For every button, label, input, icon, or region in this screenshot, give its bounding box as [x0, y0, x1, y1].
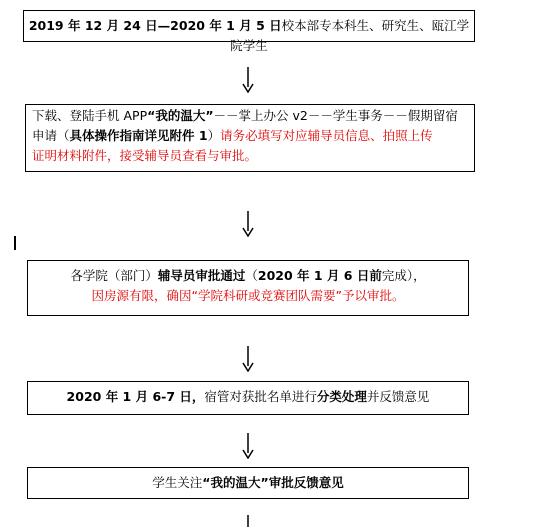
step-2-text [26, 105, 474, 166]
step-4-text [28, 382, 468, 407]
department-text: 各学院（部门） [70, 268, 158, 283]
requirement-note-1: 请务必填写对应辅导员信息、拍照上传 [220, 128, 433, 143]
arrow-down-icon [242, 346, 254, 372]
step-5-box [27, 467, 469, 499]
arrow-down-icon [242, 433, 254, 459]
student-follow-text: 学生关注 [152, 475, 203, 490]
step-3-line-2 [28, 286, 468, 306]
completion-text: 完成）， [381, 268, 426, 283]
limited-housing-note: 因房源有限，确因“学院科研或竞赛团队需要”予以审批。 [91, 288, 405, 303]
step-2-line-3 [32, 146, 474, 166]
app-name-2: “我的温大” [202, 475, 269, 490]
step-1-audience: 校本部专本科生、研究生、瓯江学院学生 [230, 18, 470, 53]
dorm-manager-text: 宿管对获批名单进行 [204, 389, 317, 404]
step-1-box [23, 10, 475, 53]
requirement-note-2: 证明材料附件，接受辅导员查看与审批。 [32, 148, 258, 163]
step-1-text [24, 11, 474, 56]
arrow-down-icon [242, 515, 254, 527]
step-4-box [27, 381, 469, 415]
step-2-line-2 [32, 126, 474, 146]
download-instruction: 下载、登陆手机 APP [32, 108, 148, 123]
arrow-down-icon [242, 67, 254, 93]
paren-close: ） [207, 128, 221, 143]
counselor-approval: 辅导员审批通过 [157, 268, 246, 283]
step-1-date-range: 2019 年 12 月 24 日—2020 年 1 月 5 日 [28, 18, 282, 33]
step-3-box [27, 260, 469, 316]
guide-reference: 具体操作指南详见附件 1 [69, 128, 208, 143]
approval-feedback-text: 审批反馈意见 [268, 475, 344, 490]
step-3-text [28, 261, 468, 306]
feedback-text: 并反馈意见 [366, 389, 430, 404]
paren-open: （ [245, 268, 258, 283]
app-name: “我的温大” [147, 108, 214, 123]
step-4-date: 2020 年 1 月 6-7 日， [66, 389, 205, 404]
step-5-text [28, 468, 468, 493]
step-2-line-1 [32, 106, 474, 126]
step-2-box [25, 104, 475, 172]
classification-text: 分类处理 [316, 389, 367, 404]
apply-text: 申请（ [32, 128, 70, 143]
arrow-down-icon [242, 211, 254, 237]
step-3-line-1 [28, 266, 468, 286]
text-cursor [14, 236, 16, 250]
menu-path: －－掌上办公 v2－－学生事务－－假期留宿 [213, 108, 458, 123]
approval-deadline: 2020 年 1 月 6 日前 [257, 268, 382, 283]
